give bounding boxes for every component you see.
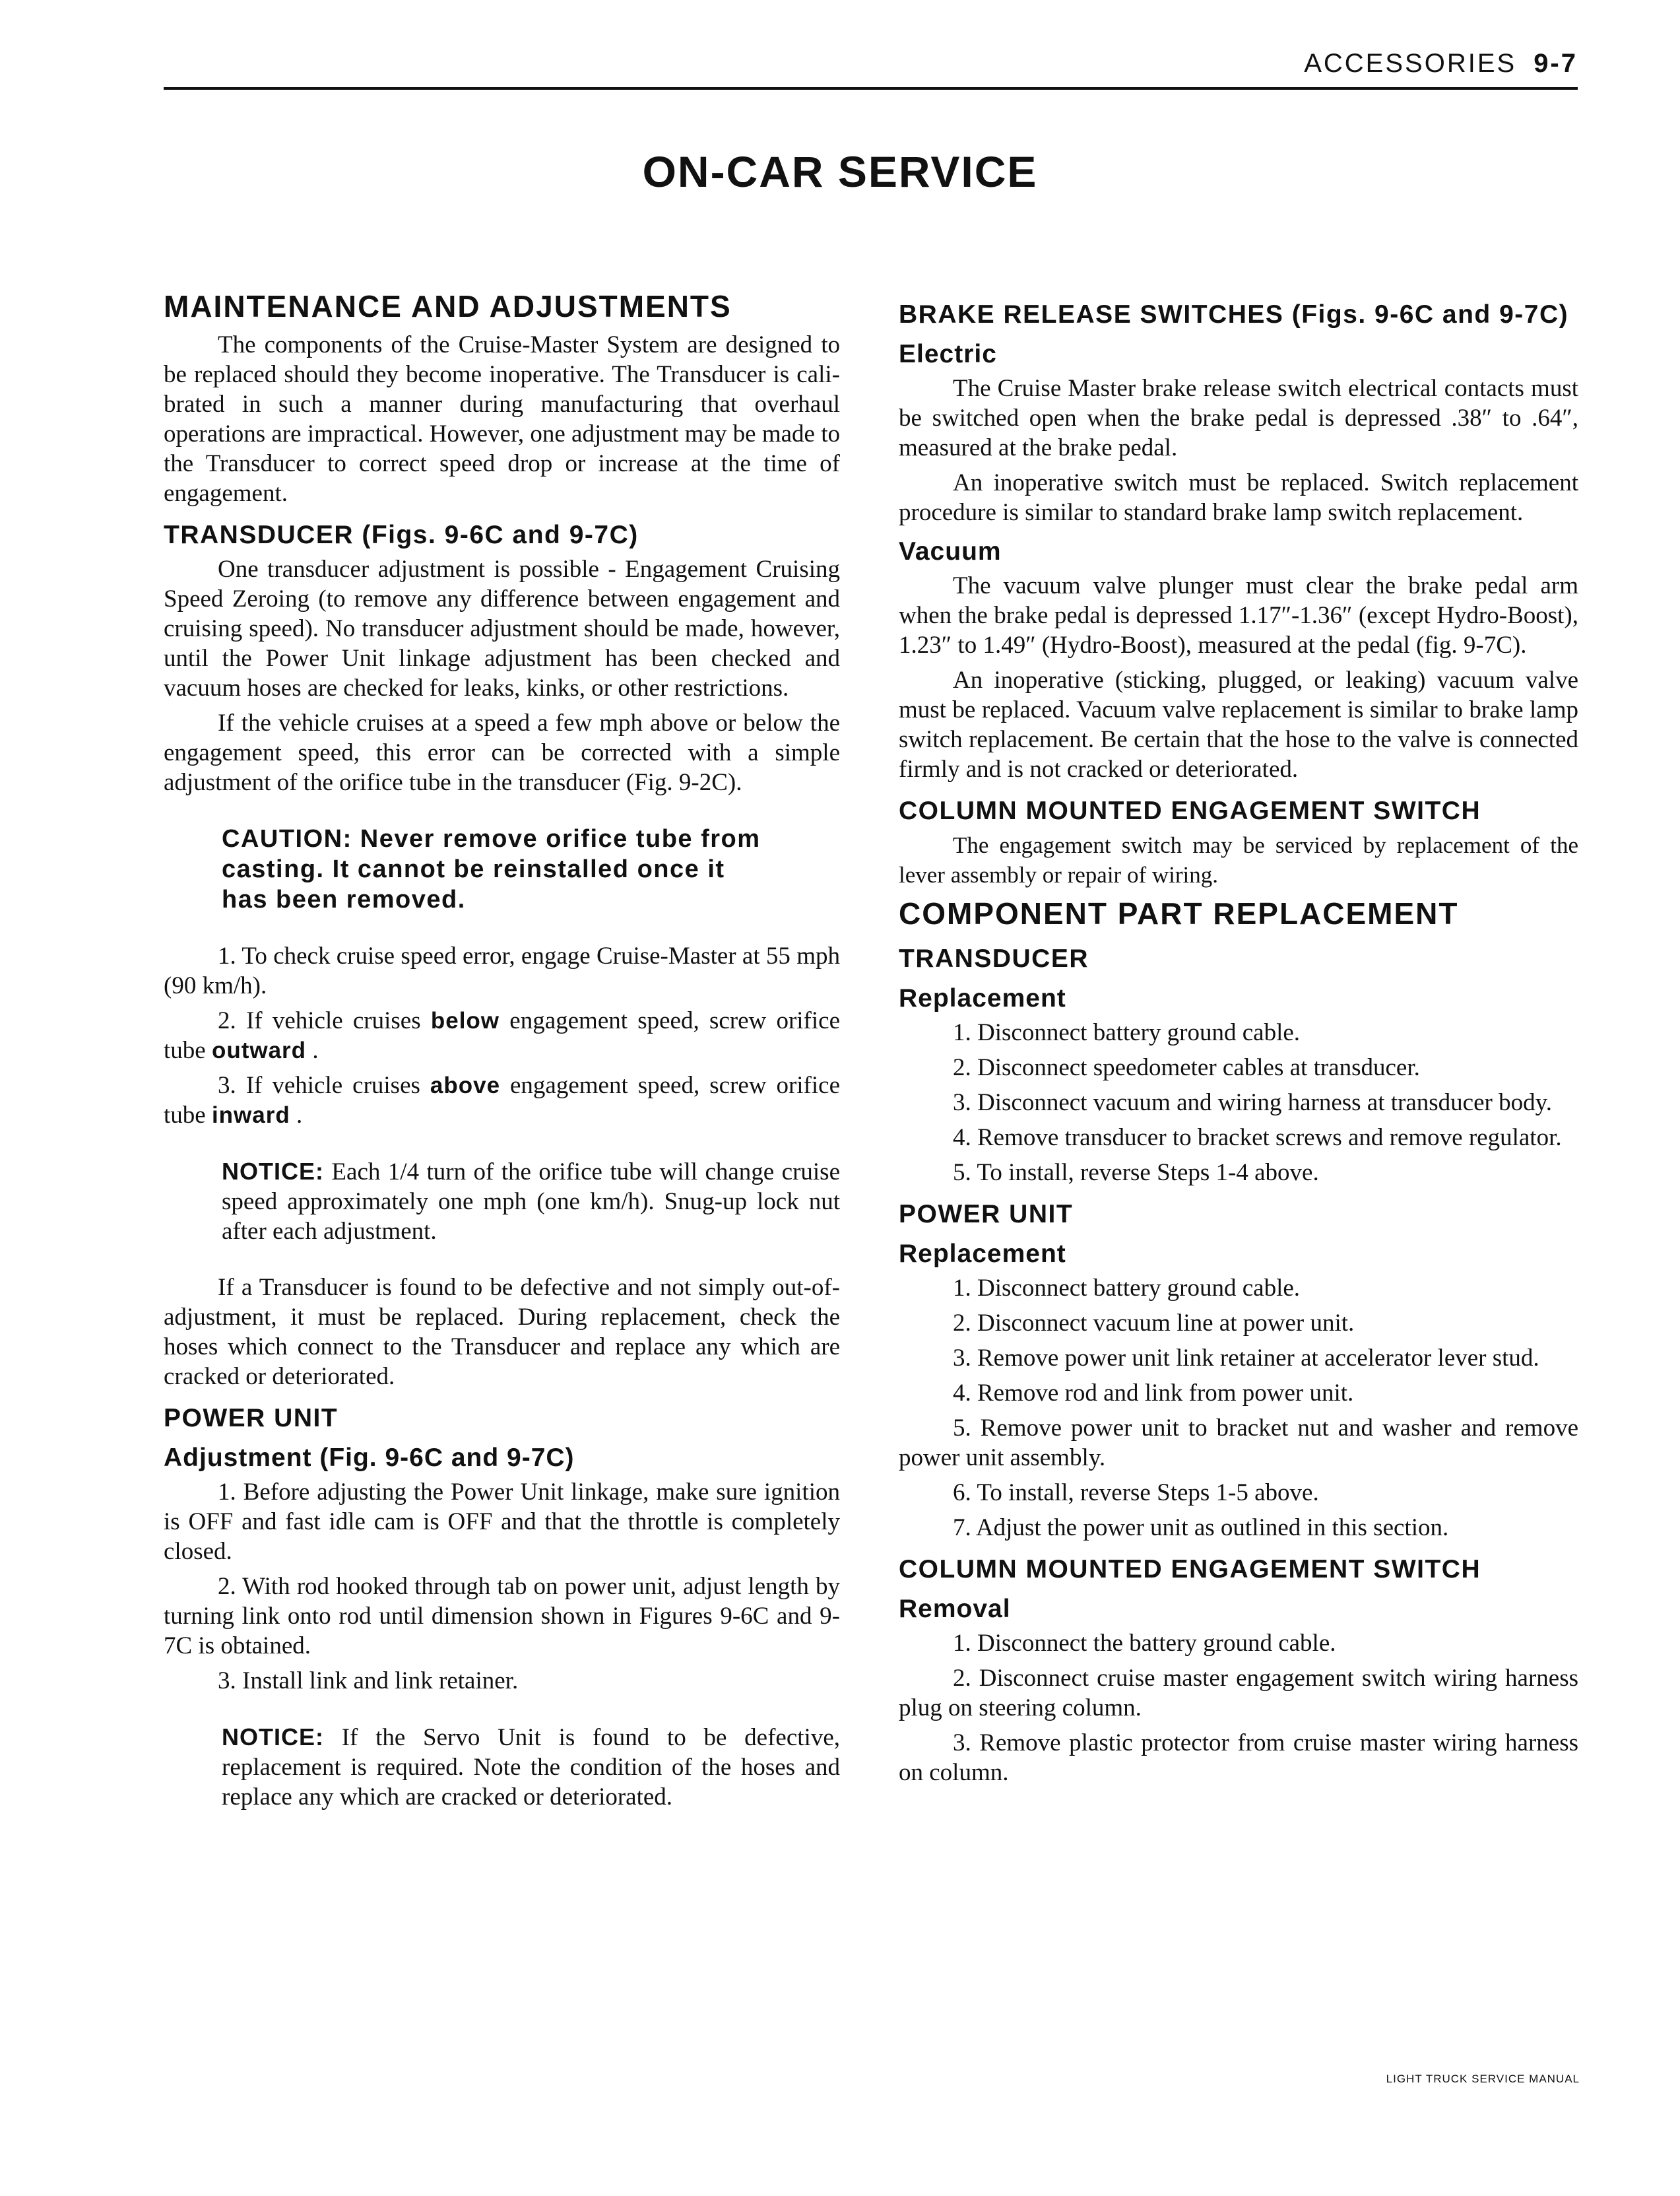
text-run: . (306, 1037, 319, 1064)
paragraph (899, 1158, 1578, 1187)
text-run: 1. To check cruise speed error, engage Cruise-Master at 55 mph (90 km/h). (164, 943, 840, 999)
text-run: 3. Install link and link retainer. (218, 1667, 519, 1694)
text-run: 3. Disconnect vacuum and wiring harness at transducer body. (953, 1089, 1552, 1116)
text-run: 5. Remove power unit to bracket nut and washer and remove power unit assembly. (899, 1414, 1578, 1471)
right-column (899, 288, 1578, 1793)
text-run: 3. Remove power unit link retainer at accelerator lever stud. (953, 1345, 1539, 1372)
text-run: 1. Disconnect the battery ground cable. (953, 1630, 1336, 1657)
paragraph (164, 1273, 840, 1391)
paragraph (899, 1088, 1578, 1117)
caution-box: CAUTION: Never remove orifice tube from casting. It cannot be reinstalled once it has been removed. (222, 825, 761, 914)
notice-text: If the Servo Unit is found to be defective, replacement is required. Note the condition of the hoses and replace any which are cracked or deteriorated. (222, 1724, 840, 1811)
text-run: 4. Remove rod and link from power unit. (953, 1380, 1354, 1407)
text-run: 3. Remove plastic protector from cruise master wiring harness on column. (899, 1729, 1578, 1786)
page-title: ON-CAR SERVICE (642, 147, 1038, 196)
text-run: 5. To install, reverse Steps 1-4 above. (953, 1159, 1319, 1186)
text-run: The vacuum valve plunger must clear the brake pedal arm when the brake pedal is depressed 1.17″-1.36″ (except Hydro-Boost), 1.23″ to 1.49″ (Hydro-Boost), measured at the pedal (fig. 9-7C). (899, 572, 1578, 659)
paragraph (899, 1018, 1578, 1048)
text-run: 2. With rod hooked through tab on power unit, adjust length by turning link onto rod until dimension shown in Figures 9-6C and 9-7C is obtained. (164, 1573, 840, 1659)
minor-heading: Replacement (899, 1240, 1066, 1268)
paragraph (164, 941, 840, 1001)
paragraph (899, 468, 1578, 527)
minor-heading: Vacuum (899, 537, 1002, 566)
subsection-heading: TRANSDUCER (899, 945, 1089, 973)
paragraph (899, 1728, 1578, 1787)
emphasis-text: inward (211, 1102, 290, 1128)
subsection-heading: POWER UNIT (899, 1200, 1074, 1228)
notice-label: NOTICE: (222, 1723, 324, 1750)
text-run: The Cruise Master brake release switch electrical contacts must be switched open when the brake pedal is depressed .38″ to .64″, measured at the brake pedal. (899, 375, 1578, 461)
text-run: The engagement switch may be serviced by replacement of the lever assembly or repair of wiring. (899, 832, 1578, 888)
notice-label: NOTICE: (222, 1158, 324, 1185)
text-run: If the vehicle cruises at a speed a few mph above or below the engagement speed, this error can be corrected with a simple adjustment of the orifice tube in the transducer (Fig. 9-2C). (164, 710, 840, 796)
text-run: If a Transducer is found to be defective and not simply out-of-adjustment, it must be replaced. During replacement, check the hoses which connect to the Transducer and replace any which are cracked or deteriorated. (164, 1274, 840, 1390)
emphasis-text: above (430, 1073, 501, 1098)
text-run: 1. Before adjusting the Power Unit linkage, make sure ignition is OFF and fast idle cam is OFF and that the throttle is completely closed. (164, 1479, 840, 1565)
paragraph (899, 1308, 1578, 1338)
section-heading: COMPONENT PART REPLACEMENT (899, 896, 1459, 931)
paragraph (164, 330, 840, 508)
notice-box (222, 1722, 840, 1812)
text-run: 2. Disconnect vacuum line at power unit. (953, 1310, 1355, 1337)
notice-text: Each 1/4 turn of the orifice tube will change cruise speed approximately one mph (one km/h). Snug-up lock nut after each adjustment. (222, 1158, 840, 1245)
paragraph (899, 1053, 1578, 1082)
text-run: 2. Disconnect speedometer cables at transducer. (953, 1054, 1420, 1081)
subsection-heading: COLUMN MOUNTED ENGAGEMENT SWITCH (899, 1555, 1481, 1583)
header-section: ACCESSORIES (1304, 49, 1517, 78)
text-run: engagement speed, screw orifice tube (164, 1072, 841, 1129)
subsection-heading: BRAKE RELEASE SWITCHES (Figs. 9-6C and 9-7C) (899, 300, 1569, 329)
text-run: One transducer adjustment is possible - Engagement Cruising Speed Zeroing (to remove any difference between engagement and cruising speed). No transducer adjustment should be made, however, until the Power Unit linkage adjustment has been checked and vacuum hoses are checked for leaks, kinks, or other restrictions. (164, 556, 840, 702)
text-run: 1. Disconnect battery ground cable. (953, 1275, 1301, 1302)
paragraph (899, 1123, 1578, 1152)
paragraph (899, 1378, 1578, 1408)
emphasis-text: below (430, 1008, 500, 1034)
header-page-number: 9-7 (1534, 49, 1578, 78)
paragraph (164, 1071, 840, 1130)
text-run: 4. Remove transducer to bracket screws and remove regulator. (953, 1124, 1562, 1151)
paragraph (164, 1666, 840, 1696)
minor-heading: Replacement (899, 984, 1066, 1013)
paragraph (899, 830, 1578, 890)
paragraph (899, 1478, 1578, 1508)
subsection-heading: POWER UNIT (164, 1404, 339, 1432)
paragraph (899, 1628, 1578, 1658)
text-run: An inoperative switch must be replaced. Switch replacement procedure is similar to standard brake lamp switch replacement. (899, 469, 1578, 526)
emphasis-text: outward (211, 1038, 307, 1063)
text-run: The components of the Cruise-Master System are designed to be replaced should they become inoperative. The Transducer is cali- brated in such a manner during manufacturing that overhaul operations are impractical. However, one adjustment may be made to the Transducer to correct speed drop or increase at the time of engagement. (164, 331, 840, 507)
minor-heading: Adjustment (Fig. 9-6C and 9-7C) (164, 1444, 575, 1472)
paragraph (164, 1572, 840, 1661)
text-run: 2. Disconnect cruise master engagement switch wiring harness plug on steering column. (899, 1665, 1578, 1721)
paragraph (164, 708, 840, 797)
left-column (164, 288, 840, 1838)
text-run: 7. Adjust the power unit as outlined in this section. (953, 1514, 1449, 1541)
paragraph (899, 374, 1578, 463)
text-run: 2. If vehicle cruises (218, 1007, 431, 1034)
paragraph (164, 1006, 840, 1065)
text-run: 6. To install, reverse Steps 1-5 above. (953, 1479, 1319, 1506)
paragraph (899, 1273, 1578, 1303)
running-header (164, 46, 1578, 90)
text-run: 1. Disconnect battery ground cable. (953, 1019, 1301, 1046)
subsection-heading: COLUMN MOUNTED ENGAGEMENT SWITCH (899, 797, 1481, 825)
paragraph (899, 1343, 1578, 1373)
paragraph (899, 1663, 1578, 1723)
subsection-heading: TRANSDUCER (Figs. 9-6C and 9-7C) (164, 521, 639, 549)
paragraph (899, 1413, 1578, 1473)
text-run: . (290, 1102, 303, 1129)
minor-heading: Electric (899, 340, 997, 368)
paragraph (164, 1477, 840, 1566)
minor-heading: Removal (899, 1595, 1011, 1623)
footer: LIGHT TRUCK SERVICE MANUAL (1386, 2073, 1580, 2085)
section-heading: MAINTENANCE AND ADJUSTMENTS (164, 289, 732, 323)
paragraph (899, 665, 1578, 784)
text-run: engagement speed, screw orifice tube (164, 1007, 841, 1064)
paragraph (164, 554, 840, 703)
notice-box (222, 1156, 840, 1246)
paragraph (899, 1513, 1578, 1543)
text-run: 3. If vehicle cruises (218, 1072, 430, 1099)
paragraph (899, 571, 1578, 660)
text-run: An inoperative (sticking, plugged, or leaking) vacuum valve must be replaced. Vacuum valve replacement is similar to brake lamp switch replacement. Be certain that the hose to the valve is connected firmly and is not cracked or deteriorated. (899, 667, 1578, 783)
